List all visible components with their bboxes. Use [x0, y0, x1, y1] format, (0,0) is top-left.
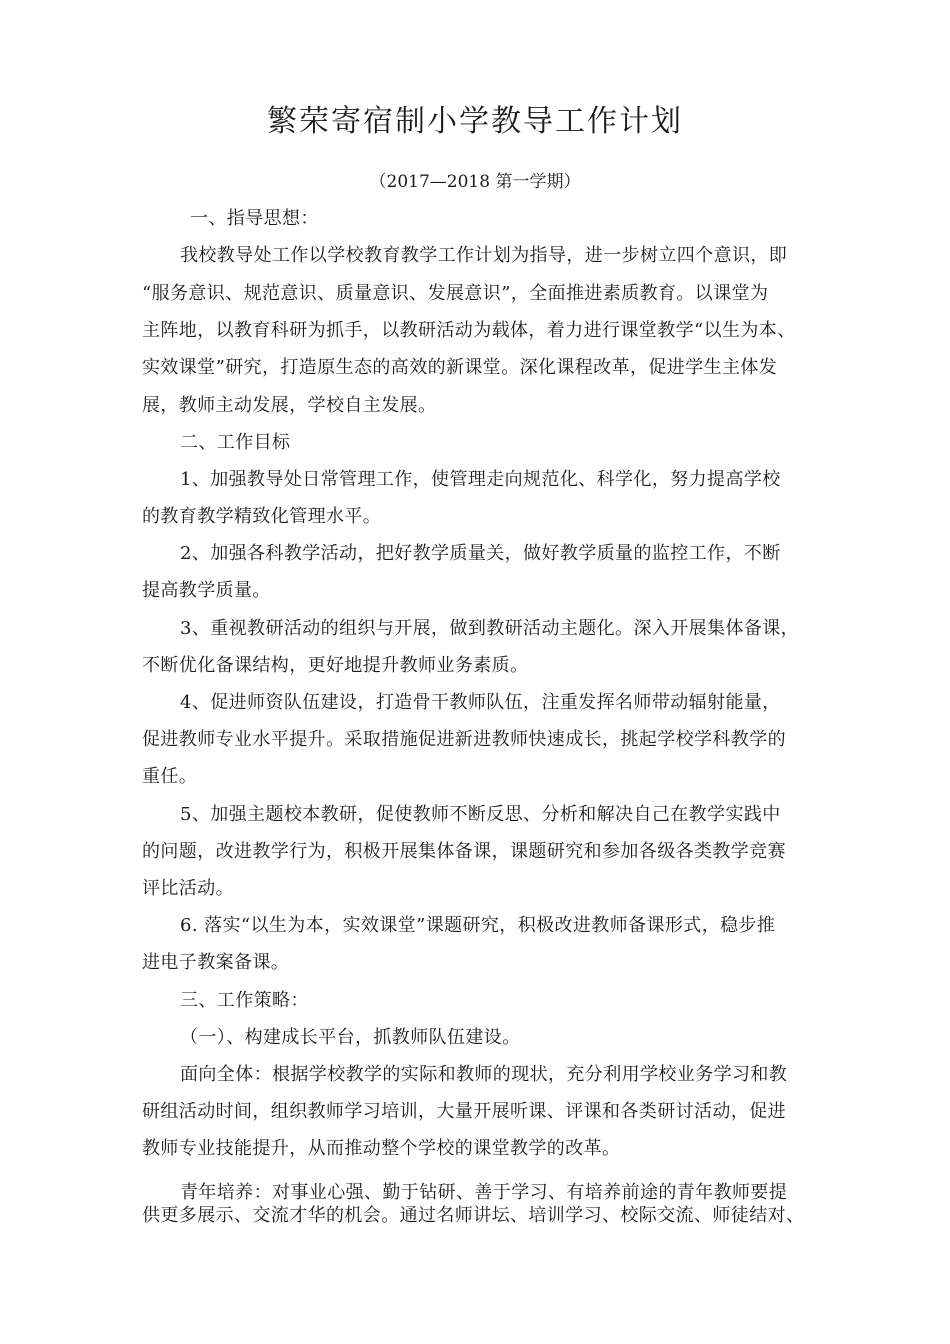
paragraph-line: 展，教师主动发展，学校自主发展。	[142, 395, 437, 416]
paragraph-line: 5、加强主题校本教研，促使教师不断反思、分析和解决自己在教学实践中	[180, 804, 781, 825]
paragraph-line: 青年培养：对事业心强、勤于钻研、善于学习、有培养前途的青年教师要提	[180, 1182, 788, 1203]
paragraph-line: 主阵地，以教育科研为抓手，以教研活动为载体，着力进行课堂教学“以生为本、	[142, 320, 796, 341]
paragraph-line: 6. 落实“以生为本，实效课堂”课题研究，积极改进教师备课形式，稳步推	[180, 915, 776, 936]
paragraph-line: 重任。	[142, 766, 198, 787]
paragraph-line: 我校教导处工作以学校教育教学工作计划为指导，进一步树立四个意识，即	[180, 245, 788, 266]
paragraph-line: 实效课堂”研究，打造原生态的高效的新课堂。深化课程改革，促进学生主体发	[142, 357, 778, 378]
subsection-heading: （一）、构建成长平台，抓教师队伍建设。	[180, 1027, 521, 1048]
paragraph-line: 进电子教案备课。	[142, 952, 290, 973]
paragraph-line: 研组活动时间，组织教师学习培训，大量开展听课、评课和各类研讨活动，促进	[142, 1101, 786, 1122]
paragraph-line: 评比活动。	[142, 878, 234, 899]
document-subtitle: （2017—2018 第一学期）	[369, 172, 581, 192]
paragraph-line: 教师专业技能提升，从而推动整个学校的课堂教学的改革。	[142, 1138, 621, 1159]
section-heading-goals: 二、工作目标	[180, 432, 291, 453]
paragraph-line: “服务意识、规范意识、质量意识、发展意识”，全面推进素质教育。以课堂为	[142, 283, 769, 304]
paragraph-line: 促进教师专业水平提升。采取措施促进新进教师快速成长，挑起学校学科教学的	[142, 729, 786, 750]
section-heading-strategy: 三、工作策略：	[180, 990, 309, 1011]
paragraph-line: 的问题，改进教学行为，积极开展集体备课，课题研究和参加各级各类教学竞赛	[142, 841, 786, 862]
paragraph-line: 不断优化备课结构，更好地提升教师业务素质。	[142, 655, 529, 676]
paragraph-line: 1、加强教导处日常管理工作，使管理走向规范化、科学化，努力提高学校	[180, 469, 781, 490]
paragraph-line: 3、重视教研活动的组织与开展，做到教研活动主题化。深入开展集体备课，	[180, 618, 800, 639]
paragraph-line: 供更多展示、交流才华的机会。通过名师讲坛、培训学习、校际交流、师徒结对、	[142, 1205, 805, 1226]
paragraph-line: 4、促进师资队伍建设，打造骨干教师队伍，注重发挥名师带动辐射能量，	[180, 692, 781, 713]
section-heading-guiding-thought: 一、指导思想：	[190, 208, 319, 229]
document-title: 繁荣寄宿制小学教导工作计划	[267, 104, 683, 139]
paragraph-line: 提高教学质量。	[142, 580, 271, 601]
paragraph-line: 2、加强各科教学活动，把好教学质量关，做好教学质量的监控工作，不断	[180, 543, 781, 564]
paragraph-line: 面向全体：根据学校教学的实际和教师的现状，充分利用学校业务学习和教	[180, 1064, 788, 1085]
paragraph-line: 的教育教学精致化管理水平。	[142, 506, 382, 527]
